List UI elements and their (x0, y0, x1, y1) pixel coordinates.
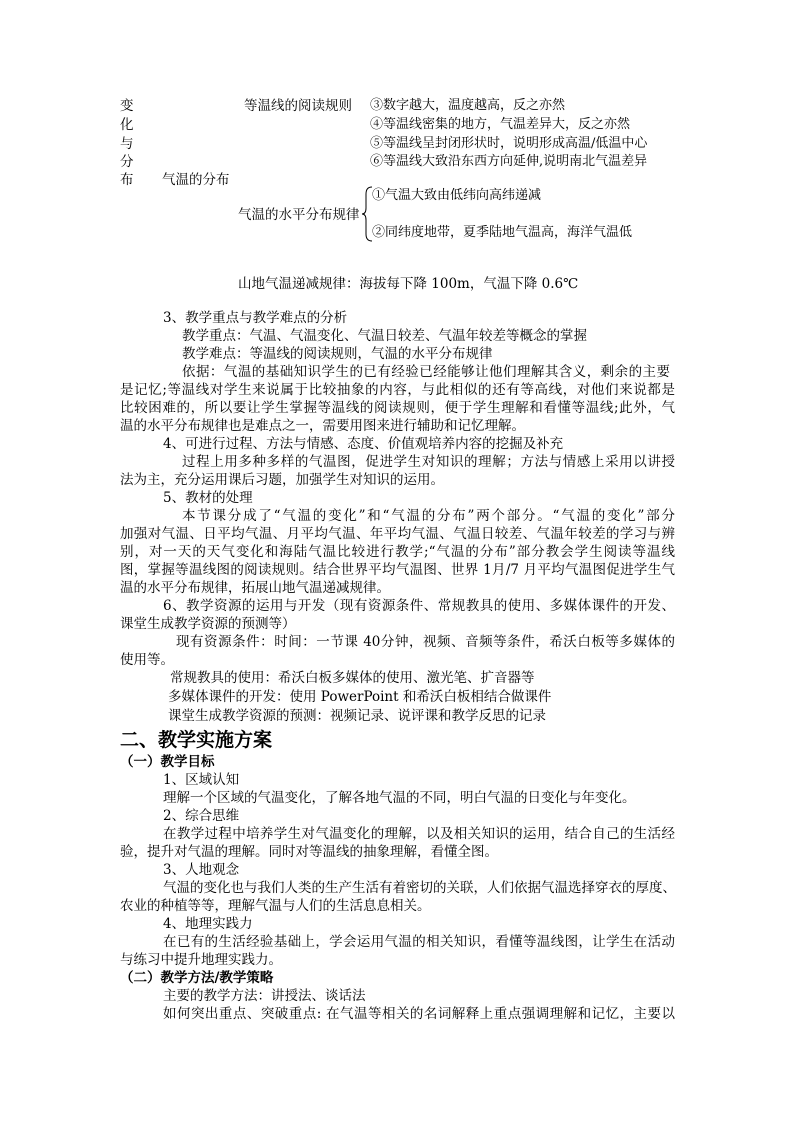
section6-title: 课堂生成教学资源的预测等） (120, 616, 296, 632)
horizontal-rule-item: ②同纬度地带，夏季陆地气温高，海洋气温低 (372, 225, 633, 240)
rule-item: ④等温线密集的地方，气温差异大，反之亦然 (370, 117, 631, 132)
methods-focus: 如何突出重点、突破重点: 在气温等相关的名词解释上重点强调理解和记忆，主要以 (163, 1006, 675, 1022)
horizontal-rule-label: 气温的水平分布规律 (238, 207, 360, 223)
rule-item: ⑥等温线大致沿东西方向延伸,说明南北气温差异 (370, 154, 648, 169)
goal-title: 2、综合思维 (163, 808, 240, 824)
side-char: 布 (120, 172, 134, 188)
reading-rule-label: 等温线的阅读规则 (244, 98, 352, 114)
basis-line: 比较困难的，所以要让学生掌握等温线的阅读规则，便于学生理解和看懂等温线;此外，气 (120, 400, 675, 416)
distribution-label: 气温的分布 (162, 172, 230, 188)
goal-line: 理解一个区域的气温变化，了解各地气温的不同，明白气温的日变化与年变化。 (163, 790, 636, 806)
goal-line: 在已有的生活经验基础上，学会运用气温的相关知识，看懂等温线图，让学生在活动 (163, 934, 675, 950)
section5-line: 别，对一天的天气变化和海陆气温比较进行教学;“气温的分布”部分教会学生阅读等温线 (120, 544, 675, 560)
side-char: 变 (120, 98, 134, 114)
section5-line: 图，掌握等温线图的阅读规则。结合世界平均气温图、世界 1月/7 月平均气温图促进学生气 (120, 562, 675, 578)
section4-line: 法为主，充分运用课后习题，加强学生对知识的运用。 (120, 472, 444, 488)
section5-line: 加强对气温、日平均气温、月平均气温、年平均气温、气温日较差、气温年较差的学习与辨 (120, 526, 675, 542)
section3-title: 3、教学重点与教学难点的分析 (163, 310, 348, 326)
prediction-line: 课堂生成教学资源的预测：视频记录、说评课和教学反思的记录 (168, 708, 546, 724)
horizontal-rule-item: ①气温大致由低纬向高纬递减 (372, 188, 542, 203)
goal-line: 在教学过程中培养学生对气温变化的理解，以及相关知识的运用，结合自己的生活经 (163, 826, 675, 842)
difficulty: 教学难点：等温线的阅读规则，气温的水平分布规律 (182, 346, 493, 362)
goal-title: 4、地理实践力 (163, 916, 253, 932)
rule-item: ③数字越大，温度越高，反之亦然 (370, 98, 566, 113)
goal-line: 农业的种植等等，理解气温与人们的生活息息相关。 (120, 898, 431, 914)
goal-line: 与练习中提升地理实践力。 (120, 952, 282, 968)
section5-title: 5、教材的处理 (163, 490, 253, 506)
key-point: 教学重点：气温、气温变化、气温日较差、气温年较差等概念的掌握 (182, 328, 587, 344)
section4-title: 4、可进行过程、方法与情感、态度、价值观培养内容的挖掘及补充 (163, 436, 564, 452)
goal-title: 1、区域认知 (163, 772, 240, 788)
courseware-line: 多媒体课件的开发：使用 PowerPoint 和希沃白板相结合做课件 (168, 689, 552, 705)
rule-item: ⑤等温线呈封闭形状时，说明形成高温/低温中心 (370, 136, 648, 151)
mountain-rule: 山地气温递减规律：海拔每下降 100m，气温下降 0.6℃ (238, 276, 579, 292)
basis-line: 是记忆;等温线对学生来说属于比较抽象的内容，与此相似的还有等高线，对他们来说都是 (120, 382, 675, 398)
methods-main: 主要的教学方法：讲授法、谈话法 (163, 988, 366, 1004)
side-char: 分 (120, 154, 134, 170)
methods-title: （二）教学方法/教学策略 (120, 970, 274, 986)
section6-title: 6、教学资源的运用与开发（现有资源条件、常规教具的使用、多媒体课件的开发、 (163, 598, 675, 614)
part2-title: 二、教学实施方案 (120, 729, 273, 751)
section5-line: 本节课分成了“气温的变化”和“气温的分布”两个部分。“气温的变化”部分 (182, 508, 675, 524)
section4-line: 过程上用多种多样的气温图，促进学生对知识的理解；方法与情感上采用以讲授 (182, 454, 675, 470)
basis-line: 依据：气温的基础知识学生的已有经验已经能够让他们理解其含义，剩余的主要 (182, 364, 670, 380)
goal-line: 验，提升对气温的理解。同时对等温线的抽象理解，看懂全图。 (120, 844, 498, 860)
goal-line: 气温的变化也与我们人类的生产生活有着密切的关联，人们依据气温选择穿衣的厚度、 (163, 880, 676, 896)
basis-line: 温的水平分布规律也是难点之一，需要用图来进行辅助和记忆理解。 (120, 418, 525, 434)
side-char: 与 (120, 136, 134, 152)
goals-title: （一）教学目标 (120, 754, 215, 770)
conditions-line: 使用等。 (120, 652, 174, 668)
side-char: 化 (120, 117, 134, 133)
conditions-line: 现有资源条件：时间：一节课 40分钟，视频、音频等条件，希沃白板等多媒体的 (176, 634, 675, 650)
goal-title: 3、人地观念 (163, 862, 240, 878)
section5-line: 温的水平分布规律，拓展山地气温递减规律。 (120, 580, 390, 596)
tools-line: 常规教具的使用：希沃白板多媒体的使用、激光笔、扩音器等 (170, 670, 535, 686)
